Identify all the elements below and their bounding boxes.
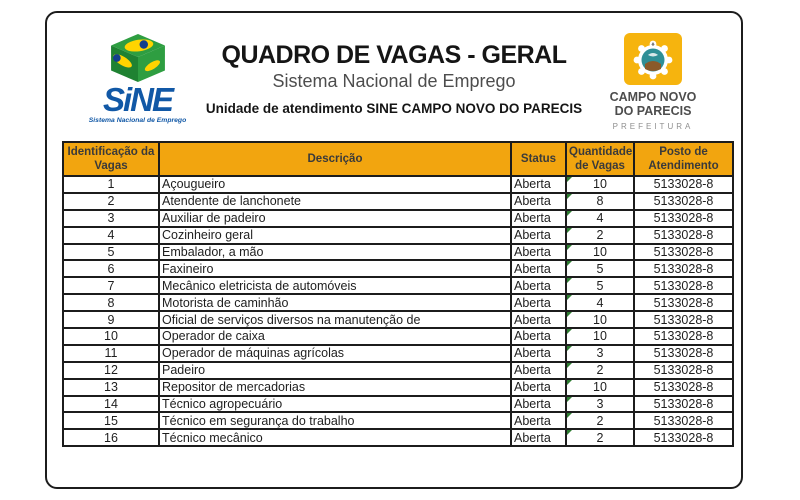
vacancy-id-cell: 6 xyxy=(63,260,159,277)
table-row xyxy=(63,294,733,311)
vacancy-id-cell: 4 xyxy=(63,227,159,244)
status-cell: Aberta xyxy=(511,244,566,261)
quantidade-cell: 4 xyxy=(566,294,634,311)
cell-comment-marker-icon xyxy=(567,397,572,402)
vacancy-id-cell: 12 xyxy=(63,362,159,379)
posto-cell: 5133028-8 xyxy=(634,362,733,379)
cell-comment-marker-icon xyxy=(567,278,572,283)
descricao-cell: Açougueiro xyxy=(159,176,511,193)
cell-comment-marker-icon xyxy=(567,329,572,334)
cell-comment-marker-icon xyxy=(567,261,572,266)
status-cell: Aberta xyxy=(511,412,566,429)
descricao-cell: Repositor de mercadorias xyxy=(159,379,511,396)
vacancy-id-cell: 10 xyxy=(63,328,159,345)
quantidade-cell: 5 xyxy=(566,260,634,277)
city-name-line1: CAMPO NOVO xyxy=(609,90,697,104)
descricao-cell: Atendente de lanchonete xyxy=(159,193,511,210)
status-cell: Aberta xyxy=(511,260,566,277)
descricao-cell: Cozinheiro geral xyxy=(159,227,511,244)
table-body xyxy=(63,176,733,446)
quantidade-cell: 10 xyxy=(566,244,634,261)
cell-comment-marker-icon xyxy=(567,363,572,368)
posto-cell: 5133028-8 xyxy=(634,277,733,294)
descricao-cell: Operador de caixa xyxy=(159,328,511,345)
descricao-cell: Padeiro xyxy=(159,362,511,379)
posto-cell: 5133028-8 xyxy=(634,227,733,244)
descricao-cell: Embalador, a mão xyxy=(159,244,511,261)
status-cell: Aberta xyxy=(511,294,566,311)
cell-comment-marker-icon xyxy=(567,295,572,300)
quantidade-cell: 4 xyxy=(566,210,634,227)
posto-cell: 5133028-8 xyxy=(634,244,733,261)
status-cell: Aberta xyxy=(511,193,566,210)
sine-brand-text: SiNE xyxy=(102,81,173,118)
vacancy-id-cell: 3 xyxy=(63,210,159,227)
quantidade-cell: 10 xyxy=(566,328,634,345)
status-cell: Aberta xyxy=(511,328,566,345)
sine-logo xyxy=(75,33,200,124)
quantidade-cell: 2 xyxy=(566,412,634,429)
cell-comment-marker-icon xyxy=(567,430,572,435)
table-row xyxy=(63,396,733,413)
quantidade-cell: 2 xyxy=(566,362,634,379)
city-name-line2: DO PARECIS xyxy=(614,103,692,118)
cell-comment-marker-icon xyxy=(567,228,572,233)
table-row xyxy=(63,193,733,210)
posto-cell: 5133028-8 xyxy=(634,345,733,362)
sine-tagline: Sistema Nacional de Emprego xyxy=(88,117,187,125)
cell-comment-marker-icon xyxy=(567,245,572,250)
quantidade-cell: 10 xyxy=(566,176,634,193)
quantidade-cell: 2 xyxy=(566,429,634,446)
header-titles xyxy=(197,41,591,116)
cell-comment-marker-icon xyxy=(567,194,572,199)
posto-cell: 5133028-8 xyxy=(634,328,733,345)
col-header-quantidade: Quantidade de Vagas xyxy=(566,142,634,176)
vacancy-id-cell: 11 xyxy=(63,345,159,362)
posto-cell: 5133028-8 xyxy=(634,379,733,396)
vacancy-id-cell: 2 xyxy=(63,193,159,210)
vacancy-id-cell: 15 xyxy=(63,412,159,429)
quantidade-cell: 3 xyxy=(566,345,634,362)
notice-card xyxy=(45,11,743,489)
cell-comment-marker-icon xyxy=(567,380,572,385)
page-title: QUADRO DE VAGAS - GERAL xyxy=(221,41,567,69)
vacancy-id-cell: 1 xyxy=(63,176,159,193)
descricao-cell: Mecânico eletricista de automóveis xyxy=(159,277,511,294)
cell-comment-marker-icon xyxy=(567,211,572,216)
table-row xyxy=(63,260,733,277)
unit-line: Unidade de atendimento SINE CAMPO NOVO DO PARECIS xyxy=(205,101,583,116)
cell-comment-marker-icon xyxy=(567,177,572,182)
cell-comment-marker-icon xyxy=(567,346,572,351)
posto-cell: 5133028-8 xyxy=(634,176,733,193)
table-row xyxy=(63,345,733,362)
posto-cell: 5133028-8 xyxy=(634,429,733,446)
status-cell: Aberta xyxy=(511,311,566,328)
quantidade-cell: 10 xyxy=(566,379,634,396)
status-cell: Aberta xyxy=(511,210,566,227)
status-cell: Aberta xyxy=(511,396,566,413)
vacancies-table xyxy=(62,141,734,447)
descricao-cell: Técnico mecânico xyxy=(159,429,511,446)
posto-cell: 5133028-8 xyxy=(634,260,733,277)
vacancy-id-cell: 13 xyxy=(63,379,159,396)
descricao-cell: Oficial de serviços diversos na manutenção de xyxy=(159,311,511,328)
table-row xyxy=(63,311,733,328)
table-header-row xyxy=(63,142,733,176)
quantidade-cell: 3 xyxy=(566,396,634,413)
page-subtitle: Sistema Nacional de Emprego xyxy=(272,71,516,91)
sine-cube-icon xyxy=(107,33,169,83)
col-header-status: Status xyxy=(511,142,566,176)
table-row xyxy=(63,328,733,345)
cell-comment-marker-icon xyxy=(567,312,572,317)
status-cell: Aberta xyxy=(511,345,566,362)
vacancy-id-cell: 14 xyxy=(63,396,159,413)
descricao-cell: Auxiliar de padeiro xyxy=(159,210,511,227)
descricao-cell: Motorista de caminhão xyxy=(159,294,511,311)
descricao-cell: Faxineiro xyxy=(159,260,511,277)
city-prefeitura-label: PREFEITURA xyxy=(612,121,694,131)
quantidade-cell: 10 xyxy=(566,311,634,328)
table-row xyxy=(63,244,733,261)
table-row xyxy=(63,429,733,446)
table-row xyxy=(63,412,733,429)
quantidade-cell: 5 xyxy=(566,277,634,294)
city-logo xyxy=(583,33,723,131)
status-cell: Aberta xyxy=(511,176,566,193)
status-cell: Aberta xyxy=(511,227,566,244)
cell-comment-marker-icon xyxy=(567,413,572,418)
col-header-posto: Posto de Atendimento xyxy=(634,142,733,176)
city-crest-icon xyxy=(624,33,682,85)
table-row xyxy=(63,176,733,193)
quantidade-cell: 2 xyxy=(566,227,634,244)
posto-cell: 5133028-8 xyxy=(634,210,733,227)
status-cell: Aberta xyxy=(511,362,566,379)
table-row xyxy=(63,210,733,227)
status-cell: Aberta xyxy=(511,429,566,446)
vacancy-id-cell: 7 xyxy=(63,277,159,294)
posto-cell: 5133028-8 xyxy=(634,193,733,210)
table-row xyxy=(63,227,733,244)
posto-cell: 5133028-8 xyxy=(634,294,733,311)
vacancy-id-cell: 9 xyxy=(63,311,159,328)
col-header-identificacao: Identificação da Vagas xyxy=(63,142,159,176)
vacancy-id-cell: 5 xyxy=(63,244,159,261)
descricao-cell: Técnico em segurança do trabalho xyxy=(159,412,511,429)
table-row xyxy=(63,379,733,396)
city-name xyxy=(583,91,723,119)
descricao-cell: Técnico agropecuário xyxy=(159,396,511,413)
status-cell: Aberta xyxy=(511,379,566,396)
posto-cell: 5133028-8 xyxy=(634,396,733,413)
quantidade-cell: 8 xyxy=(566,193,634,210)
vacancy-id-cell: 16 xyxy=(63,429,159,446)
col-header-descricao: Descrição xyxy=(159,142,511,176)
posto-cell: 5133028-8 xyxy=(634,311,733,328)
table-row xyxy=(63,362,733,379)
status-cell: Aberta xyxy=(511,277,566,294)
descricao-cell: Operador de máquinas agrícolas xyxy=(159,345,511,362)
vacancy-id-cell: 8 xyxy=(63,294,159,311)
table-row xyxy=(63,277,733,294)
posto-cell: 5133028-8 xyxy=(634,412,733,429)
